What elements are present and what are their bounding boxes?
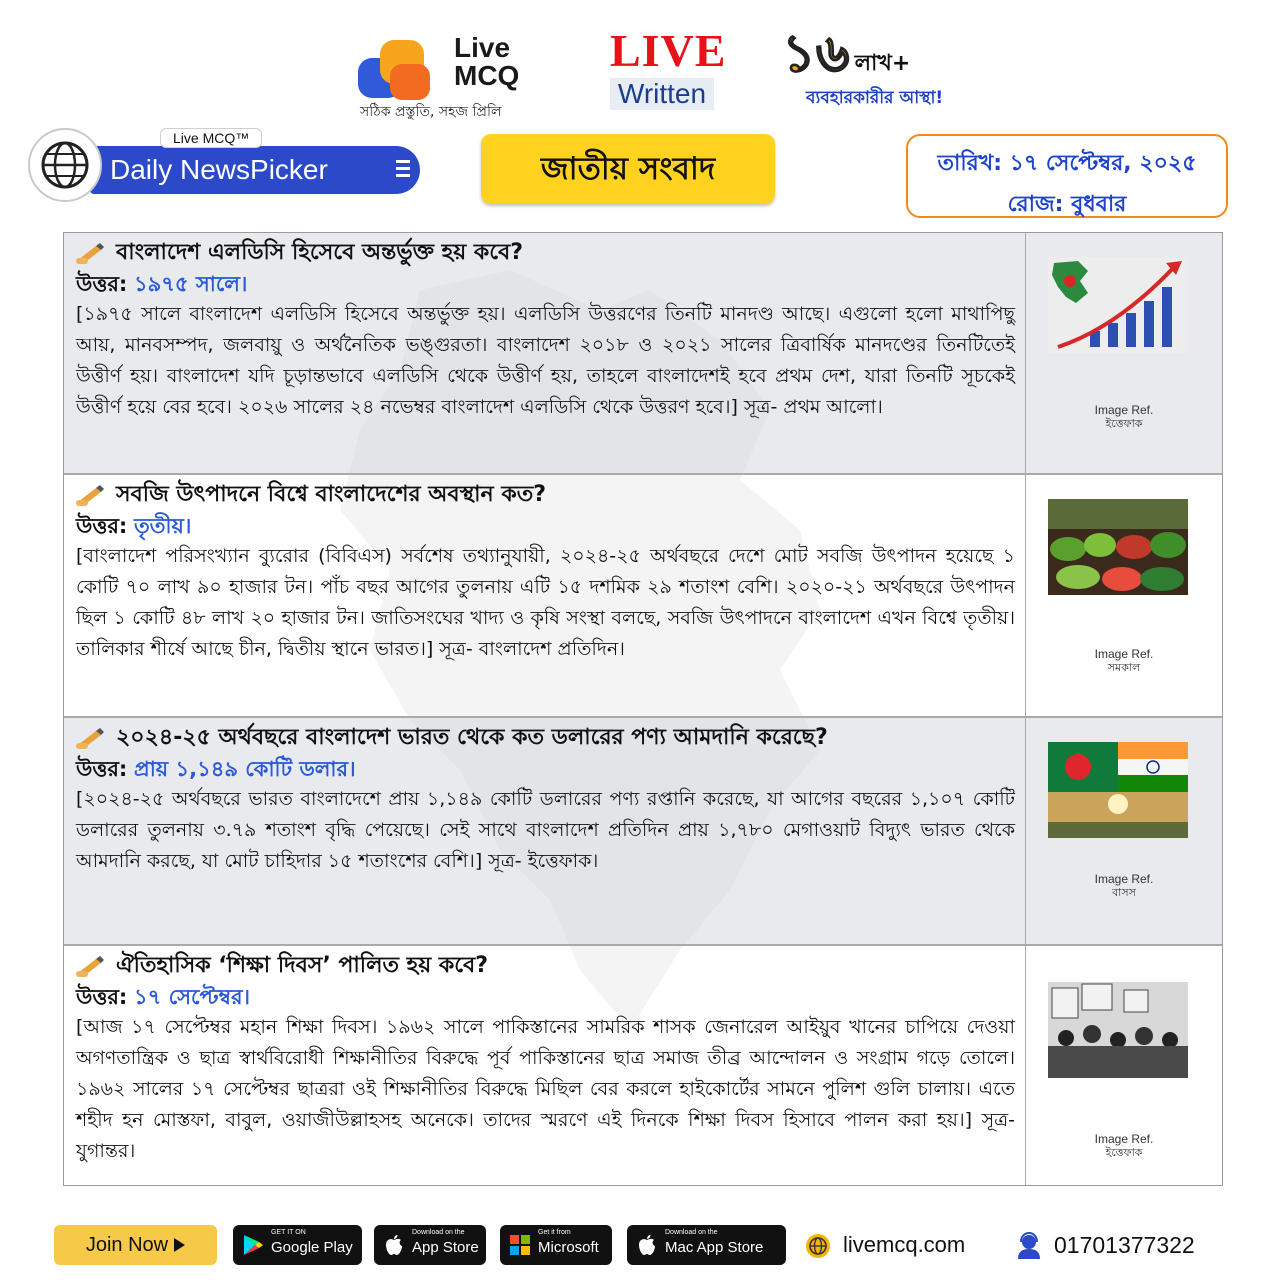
microsoft-store-button[interactable] <box>500 1225 612 1265</box>
live-mcq-wordmark <box>454 34 519 90</box>
apple-icon <box>635 1233 659 1257</box>
app-store-button[interactable] <box>374 1225 486 1265</box>
answer-value: প্রায় ১,১৪৯ কোটি ডলার। <box>134 757 356 781</box>
newspicker-badge: Live MCQ™ <box>160 128 262 148</box>
answer-label: উত্তর: <box>76 757 128 781</box>
news-row <box>64 718 1222 946</box>
news-answer <box>76 754 1015 784</box>
image-ref-source: ইত্তেফাক <box>1105 1147 1143 1159</box>
news-image-cell <box>1026 718 1222 944</box>
join-now-button[interactable] <box>54 1225 217 1265</box>
writing-hand-icon <box>76 242 106 264</box>
join-now-label: Join Now <box>85 1234 169 1256</box>
news-table <box>63 232 1223 1186</box>
mcq-line-1: Live <box>454 32 511 63</box>
growth-chart-image <box>1048 257 1188 353</box>
image-ref-label: Image Ref. <box>1094 647 1154 661</box>
news-body: [আজ ১৭ সেপ্টেম্বর মহান শিক্ষা দিবস। ১৯৬২ সালে পাকিস্তানের সামরিক শাসক জেনারেল আইয়ুব খানের চাপিয়ে দেওয়া অগণতান্ত্রিক ও ছাত্র স্বার্থবিরোধী শিক্ষানীতির বিরুদ্ধে পূর্ব পাকিস্তানের ছাত্র সমাজ তীব্র আন্দোলন ও সংগ্রাম গড়ে তোলে। ১৯৬২ সালের ১৭ সেপ্টেম্বর ছাত্ররা ওই শিক্ষানীতির বিরুদ্ধে মিছিল বের করলে হাইকোর্টের সামনে পুলিশ গুলি চালায়। এতে শহীদ হন মোস্তফা, বাবুল, ওয়াজীউল্লাহসহ অনেকে। তাদের স্মরণে এই দিনকে শিক্ষা দিবস হিসাবে পালন করা হয়।] সূত্র- যুগান্তর। <box>76 1016 1015 1162</box>
news-body: [২০২৪-২৫ অর্থবছরে ভারত বাংলাদেশে প্রায় ১,১৪৯ কোটি ডলারের পণ্য রপ্তানি করেছে, যা আগের বছরের ১,১০৭ কোটি ডলারের তুলনায় ৩.৭৯ শতাংশ বৃদ্ধি পেয়েছে। সেই সাথে বাংলাদেশ প্রতিদিন প্রায় ১,৭৮০ মেগাওয়াট বিদ্যুৎ ভারত থেকে আমদানি করছে, যা মোট চাহিদার ১৫ শতাংশের বেশি।] সূত্র- ইত্তেফাক। <box>76 788 1015 872</box>
answer-value: তৃতীয়। <box>134 514 192 538</box>
store-small-text: Download on the <box>665 1229 718 1236</box>
support-agent-icon <box>1014 1231 1044 1261</box>
news-image-cell <box>1026 475 1222 716</box>
question-text: সবজি উৎপাদনে বিশ্বে বাংলাদেশের অবস্থান কত? <box>116 482 546 507</box>
date-text: তারিখ: ১৭ সেপ্টেম্বর, ২০২৫ <box>937 151 1197 176</box>
store-big-text: Mac App Store <box>665 1239 764 1256</box>
users-count: ১৬ <box>782 24 850 84</box>
news-answer <box>76 269 1015 299</box>
written-label: Written <box>610 78 714 110</box>
live-mcq-logo[interactable] <box>358 34 558 118</box>
news-answer <box>76 982 1015 1012</box>
image-reference <box>1026 403 1222 431</box>
store-big-text: Google Play <box>271 1239 353 1256</box>
apple-icon <box>382 1233 406 1257</box>
news-text-cell <box>64 718 1026 944</box>
writing-hand-icon <box>76 955 106 977</box>
day-text: রোজ: বুধবার <box>1007 192 1127 217</box>
news-image-cell <box>1026 946 1222 1185</box>
image-ref-source: সমকাল <box>1107 662 1141 674</box>
store-big-text: App Store <box>412 1239 479 1256</box>
writing-hand-icon <box>76 727 106 749</box>
store-small-text: Get it from <box>538 1229 571 1236</box>
student-protest-photo <box>1048 982 1188 1078</box>
microsoft-icon <box>508 1233 532 1257</box>
footer <box>0 1222 1280 1272</box>
daily-newspicker-logo <box>28 128 408 198</box>
image-reference <box>1026 872 1222 900</box>
news-answer <box>76 511 1015 541</box>
image-ref-label: Image Ref. <box>1094 872 1154 886</box>
image-reference <box>1026 647 1222 675</box>
news-image-cell <box>1026 233 1222 473</box>
image-ref-label: Image Ref. <box>1094 1132 1154 1146</box>
website-text: livemcq.com <box>843 1232 966 1257</box>
mcq-tagline: সঠিক প্রস্তুতি, সহজ প্রিলি <box>360 104 502 120</box>
news-text-cell <box>64 946 1026 1185</box>
question-text: ঐতিহাসিক ‘শিক্ষা দিবস’ পালিত হয় কবে? <box>116 953 489 978</box>
brand-header <box>0 24 1280 120</box>
live-mcq-logo-icon <box>358 38 438 102</box>
image-ref-label: Image Ref. <box>1094 403 1154 417</box>
date-box <box>906 134 1228 218</box>
answer-label: উত্তর: <box>76 272 128 296</box>
newspicker-bar <box>90 146 420 194</box>
live-label: LIVE <box>610 25 727 76</box>
google-play-button[interactable] <box>233 1225 362 1265</box>
live-written-logo <box>610 25 727 114</box>
store-big-text: Microsoft <box>538 1239 599 1256</box>
mac-app-store-button[interactable] <box>627 1225 786 1265</box>
image-ref-source: ইত্তেফাক <box>1105 418 1143 430</box>
play-arrow-icon <box>174 1238 185 1252</box>
answer-label: উত্তর: <box>76 514 128 538</box>
news-text-cell <box>64 233 1026 473</box>
writing-hand-icon <box>76 484 106 506</box>
newspicker-title: Daily NewsPicker <box>110 154 328 185</box>
answer-value: ১৯৭৫ সালে। <box>134 272 248 296</box>
news-row <box>64 475 1222 718</box>
globe-news-icon <box>28 128 102 202</box>
users-suffix: লাখ+ <box>854 51 911 76</box>
phone-number: 01701377322 <box>1054 1232 1195 1258</box>
news-question <box>76 722 1015 754</box>
category-title: জাতীয় সংবাদ <box>481 134 775 204</box>
bangladesh-india-flags-image <box>1048 742 1188 838</box>
news-question <box>76 950 1015 982</box>
question-text: ২০২৪-২৫ অর্থবছরে বাংলাদেশ ভারত থেকে কত ডলারের পণ্য আমদানি করেছে? <box>116 725 828 750</box>
news-text-cell <box>64 475 1026 716</box>
mcq-line-2: MCQ <box>454 60 520 91</box>
answer-value: ১৭ সেপ্টেম্বর। <box>134 985 251 1009</box>
news-question <box>76 479 1015 511</box>
news-row <box>64 233 1222 475</box>
question-text: বাংলাদেশ এলডিসি হিসেবে অন্তর্ভুক্ত হয় কবে? <box>116 240 524 265</box>
news-question <box>76 237 1015 269</box>
users-count-badge <box>782 24 982 114</box>
image-ref-source: বাসস <box>1112 887 1136 899</box>
image-reference <box>1026 1132 1222 1160</box>
store-small-text: Download on the <box>412 1229 465 1236</box>
store-small-text: GET IT ON <box>271 1229 306 1236</box>
news-row <box>64 946 1222 1185</box>
news-body: [বাংলাদেশ পরিসংখ্যান ব্যুরোর (বিবিএস) সর্বশেষ তথ্যানুযায়ী, ২০২৪-২৫ অর্থবছরে দেশে মোট সবজি উৎপাদন হয়েছে ১ কোটি ৭০ লাখ ৯০ হাজার টন। পাঁচ বছর আগের তুলনায় এটি ১৫ দশমিক ২৯ শতাংশ বেশি। ২০২০-২১ অর্থবছরে উৎপাদন ছিল ১ কোটি ৪৮ লাখ ২০ হাজার টন। জাতিসংঘের খাদ্য ও কৃষি সংস্থা বলছে, সবজি উৎপাদনে বাংলাদেশ এখন বিশ্বে তৃতীয়। তালিকার শীর্ষে আছে চীন, দ্বিতীয় স্থানে ভারত।] সূত্র- বাংলাদেশ প্রতিদিন। <box>76 545 1015 660</box>
menu-lines-icon <box>396 160 410 181</box>
users-caption: ব্যবহারকারীর আস্থা! <box>806 88 944 108</box>
answer-label: উত্তর: <box>76 985 128 1009</box>
globe-icon <box>805 1233 831 1259</box>
news-body: [১৯৭৫ সালে বাংলাদেশ এলডিসি হিসেবে অন্তর্ভুক্ত হয়। এলডিসি উত্তরণের তিনটি মানদণ্ড আছে। এগুলো হলো মাথাপিছু আয়, মানবসম্পদ, জলবায়ু ও অর্থনৈতিক ভঙ্গুরতা। বাংলাদেশ ২০১৮ ও ২০২১ সালের ত্রিবার্ষিক মানদণ্ডের তিনটিতেই উত্তীর্ণ হয়। বাংলাদেশ যদি চূড়ান্তভাবে এলডিসি থেকে উত্তীর্ণ হয়, তাহলে বাংলাদেশই হবে প্রথম দেশ, যারা তিনটি সূচকেই উত্তীর্ণ হয়ে বের হবে। ২০২৬ সালের ২৪ নভেম্বর বাংলাদেশ এলডিসি থেকে উত্তরণ হবে।] সূত্র- প্রথম আলো। <box>76 303 1015 418</box>
google-play-icon <box>241 1233 265 1257</box>
vegetables-image <box>1048 499 1188 595</box>
